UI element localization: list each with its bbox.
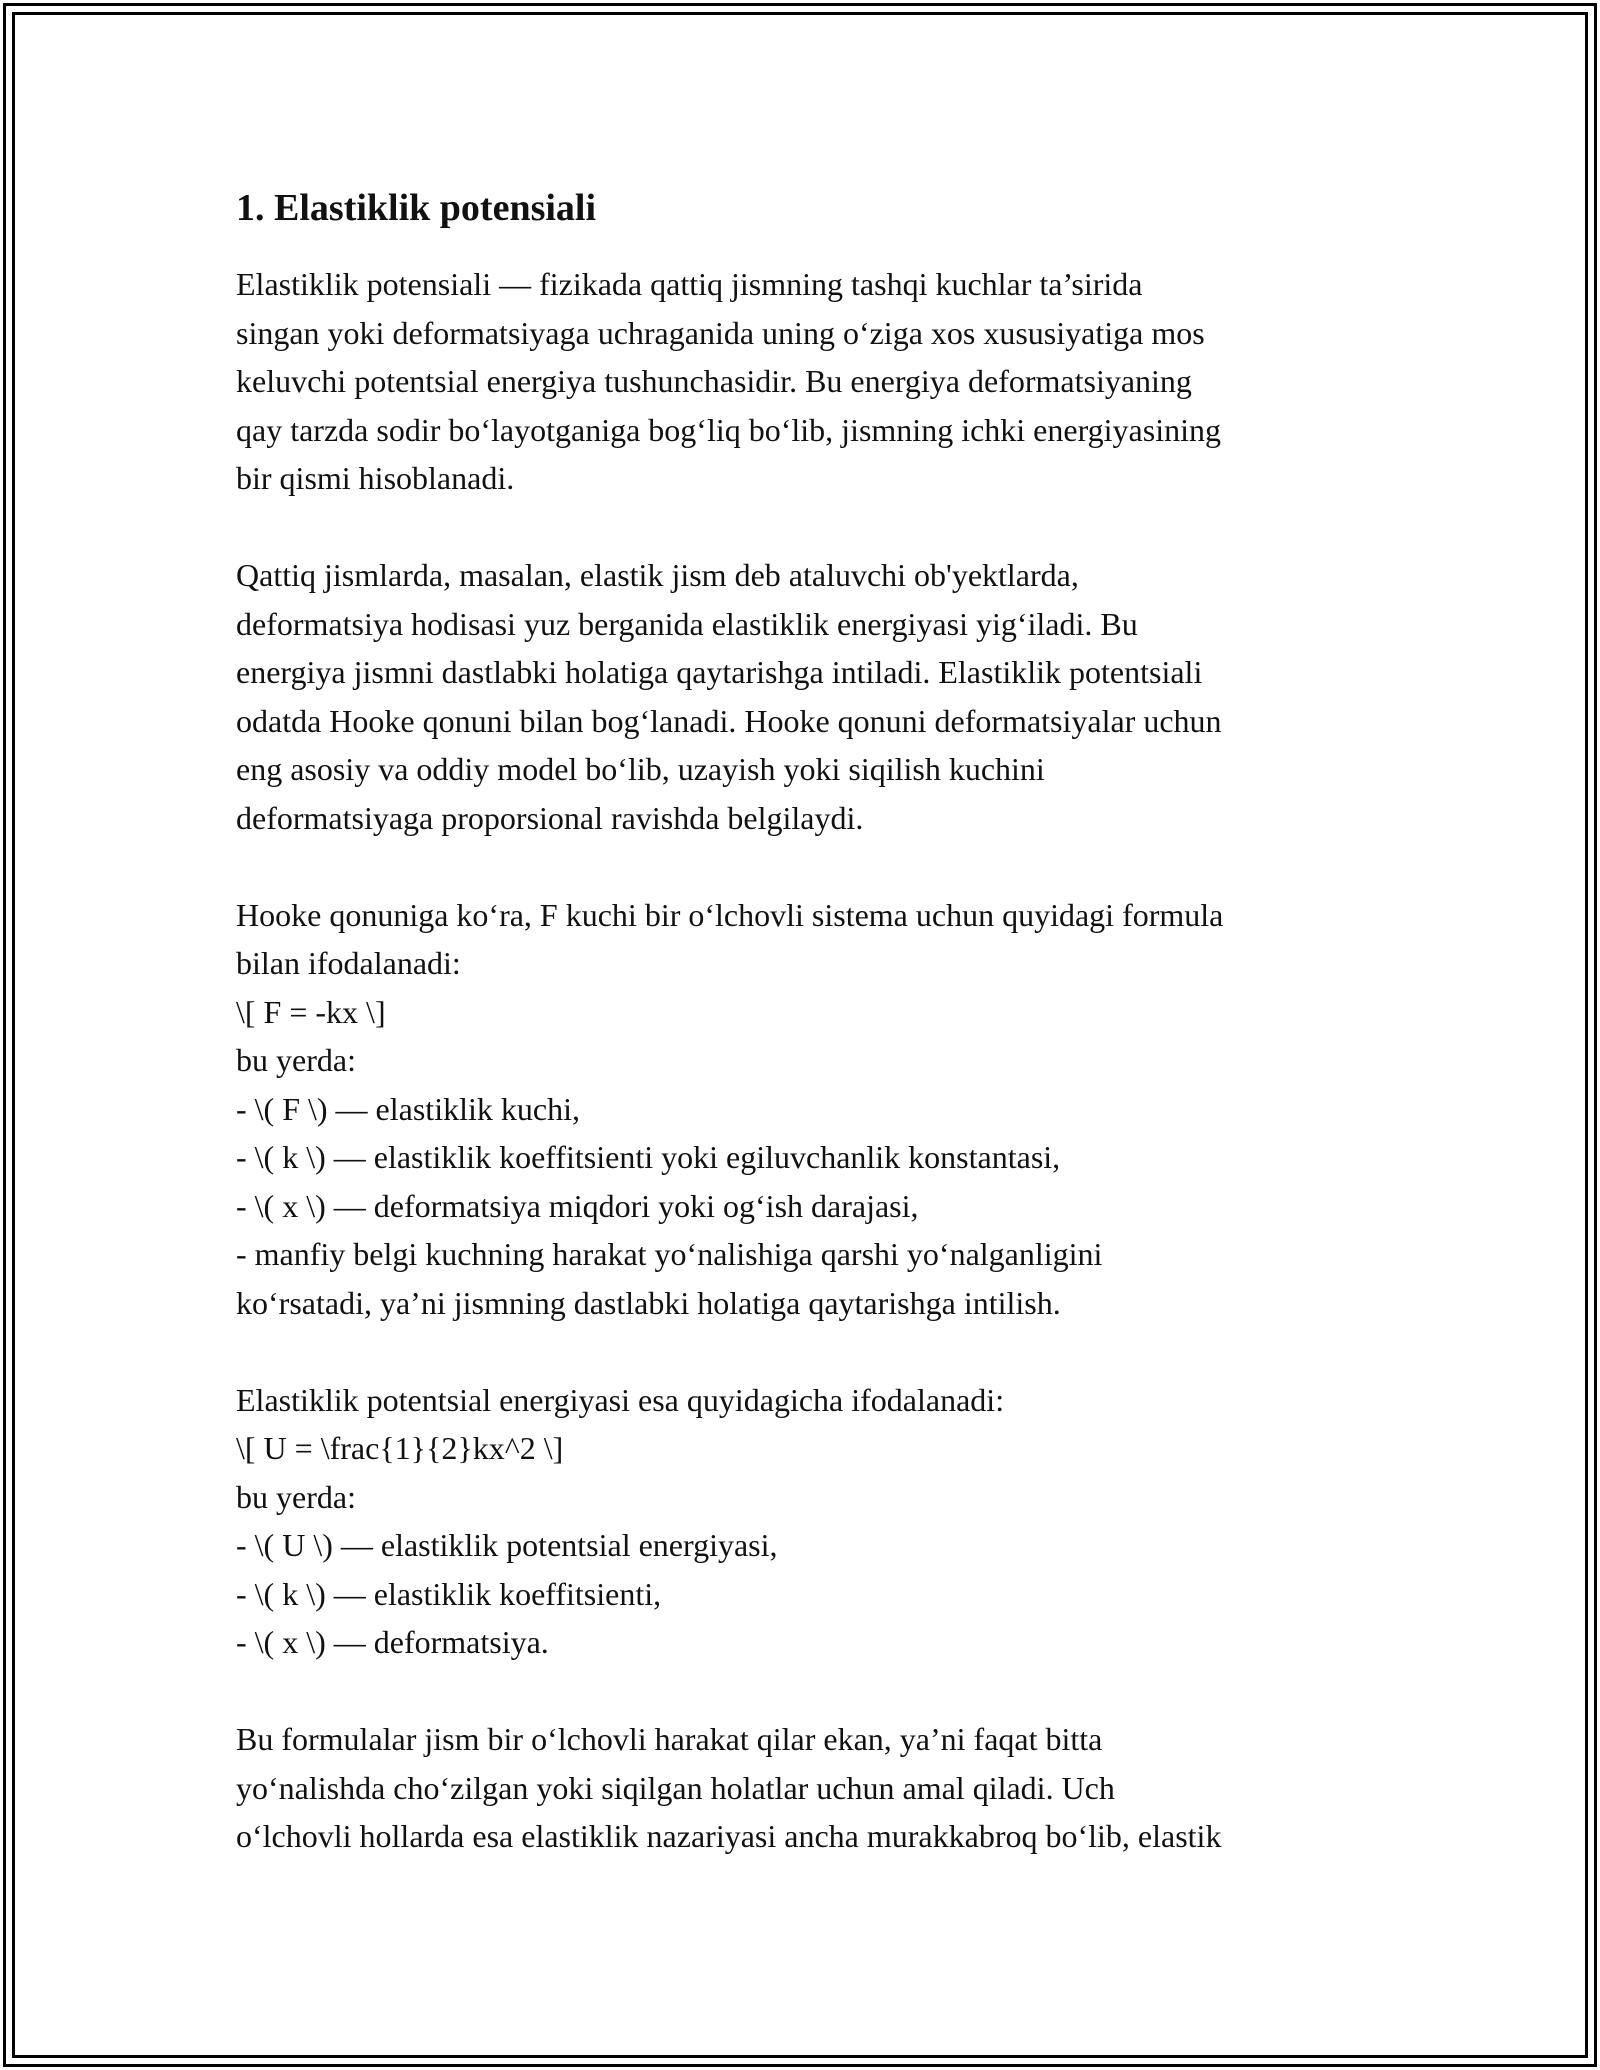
list-item: - \( U \) — elastiklik potentsial energiyasi, bbox=[236, 1527, 778, 1563]
text-line: bu yerda: bbox=[236, 1478, 356, 1515]
text-line: odatda Hooke qonuni bilan bog‘lanadi. Hooke qonuni deformatsiyalar uchun bbox=[236, 702, 1222, 739]
text-line: keluvchi potentsial energiya tushunchasidir. Bu energiya deformatsiyaning bbox=[236, 363, 1192, 399]
text-line: yo‘nalishda cho‘zilgan yoki siqilgan holatlar uchun amal qiladi. Uch bbox=[236, 1769, 1115, 1806]
text-line: energiya jismni dastlabki holatiga qaytarishga intiladi. Elastiklik potentsiali bbox=[236, 654, 1203, 690]
paragraph-force-formula bbox=[236, 891, 1376, 1328]
text-line: Hooke qonuniga ko‘ra, F kuchi bir o‘lchovli sistema uchun quyidagi formula bbox=[236, 896, 1224, 933]
text-line: ko‘rsatadi, ya’ni jismning dastlabki holatiga qaytarishga intilish. bbox=[236, 1284, 1061, 1321]
list-item: - \( x \) — deformatsiya miqdori yoki og‘ish darajasi, bbox=[236, 1187, 919, 1224]
section-title: 1. Elastiklik potensiali bbox=[236, 187, 597, 229]
text-line: Qattiq jismlarda, masalan, elastik jism deb ataluvchi ob'yektlarda, bbox=[236, 557, 1079, 593]
list-item: - \( k \) — elastiklik koeffitsienti, bbox=[236, 1575, 662, 1612]
text-line: eng asosiy va oddiy model bo‘lib, uzayish yoki siqilish kuchini bbox=[236, 751, 1045, 787]
text-line: qay tarzda sodir bo‘layotganiga bog‘liq bo‘lib, jismning ichki energiyasining bbox=[236, 411, 1221, 448]
paragraph-energy-formula bbox=[236, 1376, 1376, 1667]
list-item: - \( k \) — elastiklik koeffitsienti yoki egiluvchanlik konstantasi, bbox=[236, 1139, 1061, 1175]
formula-line: \[ U = \frac{1}{2}kx^2 \] bbox=[236, 1430, 564, 1466]
text-line: bir qismi hisoblanadi. bbox=[236, 460, 515, 496]
text-line: singan yoki deformatsiyaga uchraganida uning o‘ziga xos xususiyatiga mos bbox=[236, 314, 1205, 351]
text-line: Elastiklik potentsial energiyasi esa quyidagicha ifodalanadi: bbox=[236, 1381, 1005, 1418]
list-item: - \( x \) — deformatsiya. bbox=[236, 1624, 549, 1660]
document-body bbox=[236, 184, 1376, 1909]
text-line: Bu formulalar jism bir o‘lchovli harakat qilar ekan, ya’ni faqat bitta bbox=[236, 1721, 1103, 1757]
list-item: - \( F \) — elastiklik kuchi, bbox=[236, 1090, 580, 1127]
paragraph-definition bbox=[236, 260, 1376, 503]
formula-line: \[ F = -kx \] bbox=[236, 993, 386, 1030]
list-item: - manfiy belgi kuchning harakat yo‘nalishiga qarshi yo‘nalganligini bbox=[236, 1236, 1103, 1272]
text-line: deformatsiyaga proporsional ravishda belgilaydi. bbox=[236, 799, 864, 836]
paragraph-hooke-intro bbox=[236, 551, 1376, 842]
paragraph-conclusion bbox=[236, 1715, 1376, 1861]
text-line: Elastiklik potensiali — fizikada qattiq jismning tashqi kuchlar ta’sirida bbox=[236, 266, 1143, 302]
text-line: bilan ifodalanadi: bbox=[236, 945, 461, 981]
text-line: deformatsiya hodisasi yuz berganida elastiklik energiyasi yig‘iladi. Bu bbox=[236, 605, 1138, 642]
text-line: o‘lchovli hollarda esa elastiklik nazariyasi ancha murakkabroq bo‘lib, elastik bbox=[236, 1818, 1222, 1854]
text-line: bu yerda: bbox=[236, 1042, 356, 1078]
